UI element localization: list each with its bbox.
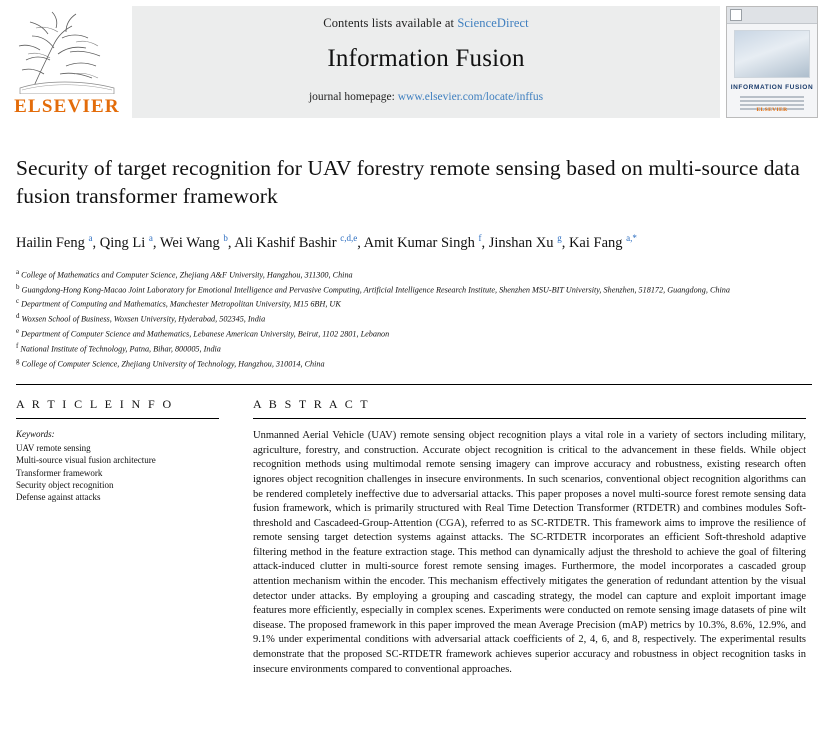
- affiliation-item: $^g$ College of Computer Science, Zhejiang University of Technology, Hangzhou, 310014, China: [16, 356, 325, 369]
- affiliation-list: [16, 267, 806, 370]
- journal-homepage-line: [309, 91, 543, 103]
- journal-cover-thumbnail: [726, 6, 818, 118]
- sciencedirect-link[interactable]: ScienceDirect: [457, 16, 529, 30]
- page-title: Security of target recognition for UAV forestry remote sensing based on multi-source data fusion transformer framework: [16, 156, 800, 208]
- abstract-heading: A B S T R A C T: [253, 397, 371, 412]
- abstract-divider: [253, 418, 806, 419]
- affiliation-item: $^f$ National Institute of Technology, Patna, Bihar, 800005, India: [16, 341, 221, 354]
- article-info-heading: A R T I C L E I N F O: [16, 397, 174, 412]
- journal-title: Information Fusion: [327, 45, 525, 72]
- keyword-item: Transformer framework: [16, 467, 103, 478]
- journal-masthead: [0, 0, 828, 128]
- affiliation-item: $^a$ College of Mathematics and Computer Science, Zhejiang A&F University, Hangzhou, 311300, China: [16, 267, 353, 280]
- article-info-divider: [16, 418, 219, 419]
- cover-artwork: [734, 30, 810, 78]
- author-list: Hailin Feng $^a$, Qing Li $^a$, Wei Wang $^b$, Ali Kashif Bashir $^{c,d,e}$, Amit Kumar Singh $^f$, Jinshan Xu $^g$, Kai Fang $^{a,*}$: [16, 233, 637, 251]
- journal-homepage-label: journal homepage:: [308, 91, 395, 103]
- abstract-column: [231, 397, 806, 677]
- elsevier-wordmark: ELSEVIER: [14, 96, 120, 117]
- affiliation-item: $^c$ Department of Computing and Mathematics, Manchester Metropolitan University, M15 6BH, UK: [16, 297, 341, 310]
- cover-mini-square-icon: [730, 9, 742, 21]
- journal-header-panel: [132, 6, 720, 118]
- cover-publisher-label: ELSEVIER: [756, 107, 788, 113]
- contents-lists-text: Contents lists available at: [323, 16, 455, 30]
- journal-homepage-link[interactable]: www.elsevier.com/locate/inffus: [397, 91, 544, 103]
- keyword-item: Defense against attacks: [16, 491, 101, 502]
- affiliation-item: $^b$ Guangdong-Hong Kong-Macao Joint Laboratory for Emotional Intelligence and Pervasive Computing, Artificial Intelligence Research Institute, Shenzhen MSU-BIT University, Shenzhen, 518172, Guangdong, China: [16, 282, 730, 295]
- elsevier-tree-icon: [14, 8, 120, 94]
- cover-journal-name: INFORMATION FUSION: [730, 84, 814, 91]
- keyword-item: Multi-source visual fusion architecture: [16, 455, 156, 466]
- keywords-list: [16, 442, 213, 503]
- keywords-label: Keywords:: [16, 429, 55, 440]
- article-info-column: [16, 397, 231, 677]
- abstract-text: Unmanned Aerial Vehicle (UAV) remote sensing object recognition plays a vital role in a variety of sectors including military, agriculture, forestry, and construction. Accurate object recognition is critical to the advancement in these fields. While object recognition methods using multimodal remote sensing imagery can improve accuracy and robustness, existing research often ignores object recognition challenges in insecure environments. In such scenarios, conventional object recognition algorithms can be rendered completely ineffective due to adversarial attacks. This paper proposes a novel multi-source forest remote sensing data fusion framework, which is primarily structured with Real Time Detection Transformer (RTDETR) and combines modules Soft-threshold and Cascadeed-Group-Attention (CGA), referred to as SC-RTDETR. This framework aims to improve the resilience of remote sensing target detection systems against attacks. The SC-RTDETR incorporates an efficient Soft-threshold adaptive filtering method in the feature extraction stage. This method can dynamically adjust the threshold to achieve the goal of filtering attack-induced clutter in multi-source forest remote sensing images. Furthermore, the model incorporates a cascaded group attention mechanism within the encoder. This mechanism effectively mitigates the generation of redundant attention by the visual detector under attacks. By employing a grouping and cascading strategy, the model can capture and exploit important image features more efficiently, especially in complex scenes. Experiments were conducted on remote sensing image datasets of pine wilt disease. The proposed framework in this paper improved the mean Average Precision (mAP) metrics by 10.3%, 8.6%, 12.9%, and 9.1% under experimental conditions with adversarial attack coefficients of 2, 4, 6, and 8, respectively. The experimental results demonstrate that the proposed SC-RTDETR framework achieves superior accuracy and robustness in object recognition tasks in insecure environments compared to conventional approaches.: [253, 430, 806, 675]
- elsevier-logo: [8, 6, 126, 127]
- title-block: [0, 128, 828, 370]
- article-body: [0, 385, 828, 677]
- contents-lists-line: [323, 16, 528, 31]
- keyword-item: UAV remote sensing: [16, 443, 91, 454]
- affiliation-item: $^e$ Department of Computer Science and Mathematics, Lebanese American University, Beirut, 1102 2801, Lebanon: [16, 327, 390, 339]
- cover-topbar: [727, 7, 817, 24]
- keyword-item: Security object recognition: [16, 479, 114, 490]
- affiliation-item: $^d$ Woxsen School of Business, Woxsen University, Hyderabad, 502345, India: [16, 312, 266, 325]
